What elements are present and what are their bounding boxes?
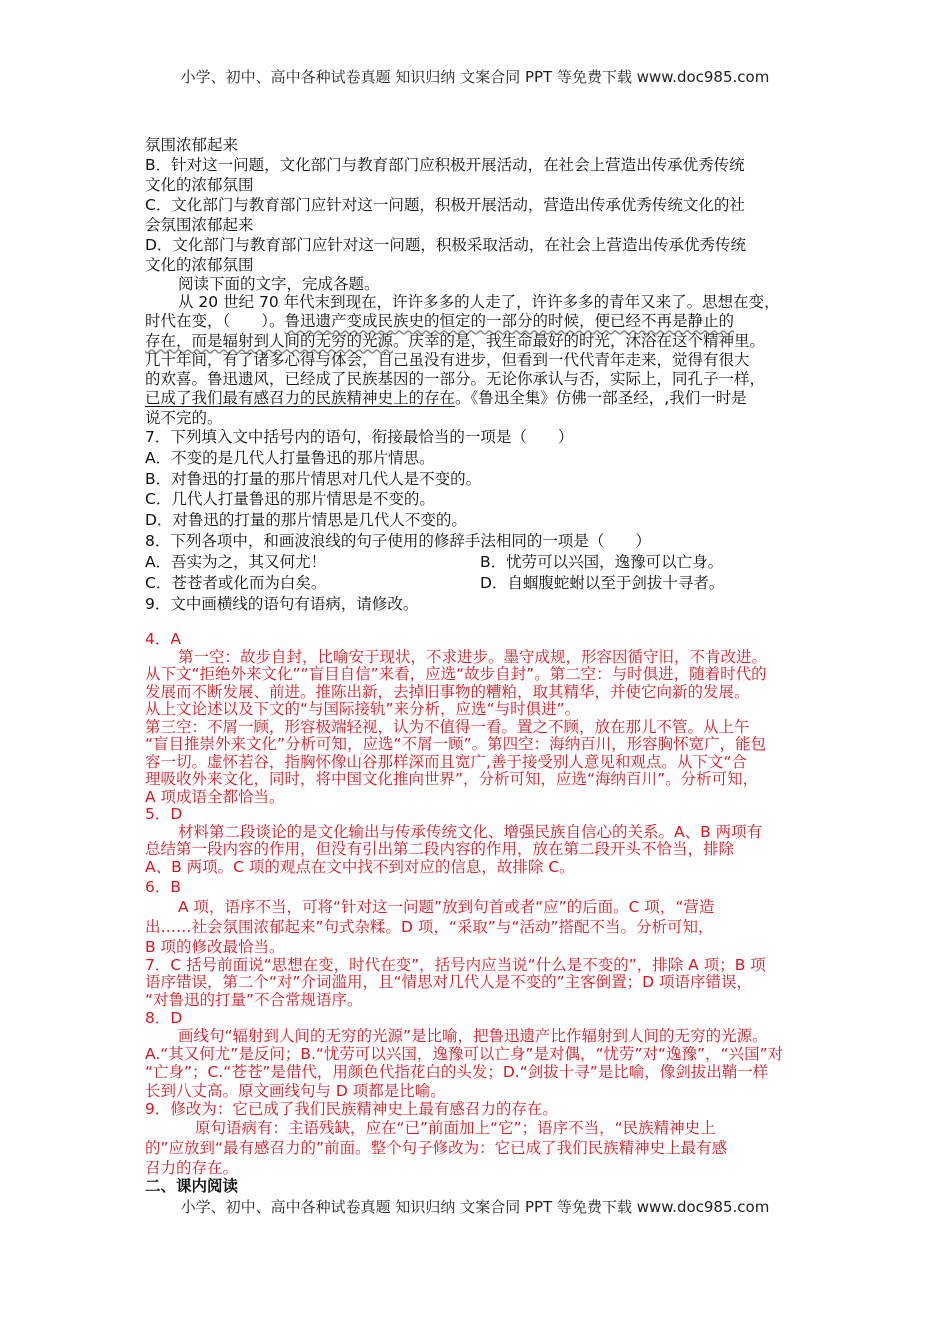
answer-item (145, 957, 815, 1009)
underlined-sentence: 已成了我们最有感召力的民族精神史上的存在 (145, 389, 456, 408)
wavy-underlined-text: 存在，而是辐射到人间的无穷的光源 (145, 331, 394, 350)
answer-item (145, 806, 815, 877)
answer-line: 画线句“辐射到人间的无穷的光源”是比喻，把鲁迅遗产比作辐射到人间的无穷的光源。 (178, 1027, 768, 1046)
wavy-underlined-text: 鲁迅遗产变成民族史的恒定的一部分的时候，便已经不再是静止的 (284, 312, 735, 331)
answer-line: 发展而不断发展、前进。推陈出新，去掉旧事物的糟粕，取其精华，并使它向新的发展。 (145, 682, 750, 701)
answer-line: A.“其又何尤”是反问；B.“忧劳可以兴国，逸豫可以亡身”是对偶，“忧劳”对“逸豫”，“兴国”对 (145, 1045, 784, 1064)
answer-line: 括号前面说“思想在变，时代在变”，括号内应当说“什么是不变的”，排除 A 项；B 项 (186, 955, 766, 974)
answer-line: 语序错误，第二个“对”介词滥用，且“情思对几代人是不变的”主客倒置；D 项语序错误， (145, 973, 752, 992)
question-9: 9．文中画横线的语句有语病，请修改。 (145, 594, 419, 613)
answer-label: 6．B (145, 877, 181, 896)
answer-label: 4．A (145, 630, 181, 648)
answer-line: 从下文“拒绝外来文化”“盲目自信”来看，应选“故步自封”。第二空：与时俱进，随着时代的 (145, 665, 767, 683)
option-line: 会氛围浓郁起来 (145, 216, 254, 234)
passage-text: 。《鲁迅全集》仿佛一部圣经，,我们一时是 (455, 389, 747, 408)
option-line: 文化的浓郁氛围 (145, 256, 254, 274)
answer-line: 总结第一段内容的作用，但没有引出第二段内容的作用，放在第二段开头不恰当，排除 (145, 840, 735, 859)
answer-line: 从上文论述以及下文的“与国际接轨”来分析，应选“与时俱进”。 (145, 700, 581, 718)
answer-key (145, 631, 815, 1178)
passage-text: 。庆幸的是，我生命最好的时光，沐浴在这个精神里。 (393, 331, 766, 350)
passage-line (145, 370, 815, 389)
passage-line (145, 389, 815, 408)
answer-label: 7．C (145, 955, 182, 974)
passage-line (145, 312, 815, 331)
q8-options-row-1 (145, 552, 815, 573)
answer-item (145, 1100, 815, 1178)
passage-line (145, 332, 815, 351)
question-8: 8．下列各项中，和画波浪线的句子使用的修辞手法相同的一项是（ ） (145, 531, 651, 550)
answer-line: 容一切。虚怀若谷，指胸怀像山谷那样深而且宽广,善于接受别人意见和观点。从下文“合 (145, 752, 747, 771)
answer-line: 出……社会氛围浓郁起来”句式杂糅。D 项，“采取”与“活动”搭配不当。分析可知， (145, 917, 714, 936)
passage-text: 时代在变，（ ）。 (145, 312, 285, 331)
answer-item (145, 631, 815, 806)
option-line: 氛围浓郁起来 (145, 136, 239, 154)
reading-passage (145, 293, 815, 428)
answer-line: A 项，语序不当，可将“针对这一问题”放到句首或者“应”的后面。C 项，“营造 (178, 897, 715, 916)
answer-line: 的”应放到“最有感召力的”前面。整个句子修改为：它已成了我们民族精神史上最有感 (145, 1139, 728, 1158)
q8-option-c: C．苍苍者或化而为白矣。 (145, 573, 327, 592)
section-heading-wrap (145, 1176, 815, 1196)
passage-text: 几十年间，有了诸多心得与体会，自己虽没有进步，但看到一代代青年走来，觉得有很大 (145, 350, 750, 369)
q7-option-b: B．对鲁迅的打量的那片情思对几代人是不变的。 (145, 469, 482, 488)
q7-option-c: C．几代人打量鲁迅的那片情思是不变的。 (145, 490, 435, 508)
reading-intro (145, 274, 815, 294)
answer-line: 第三空：不屑一顾，形容极端轻视，认为不值得一看。置之不顾，放在那儿不管。从上午 (145, 717, 750, 736)
question-block (145, 427, 815, 614)
passage-line (145, 293, 815, 312)
answer-item (145, 1009, 815, 1100)
answer-label: 5．D (145, 805, 183, 823)
q8-options-row-2 (145, 573, 815, 594)
answer-line: B 项的修改最恰当。 (145, 937, 285, 956)
answer-line: 材料第二段谈论的是文化输出与传承传统文化、增强民族自信心的关系。A、B 两项有 (178, 822, 763, 841)
option-line: 文化的浓郁氛围 (145, 176, 254, 194)
passage-line (145, 351, 815, 370)
question-7: 7．下列填入文中括号内的语句，衔接最恰当的一项是（ ） (145, 428, 574, 446)
option-line: D．文化部门与教育部门应针对这一问题，积极采取活动，在社会上营造出传承优秀传统 (145, 236, 746, 254)
option-line: B．针对这一问题，文化部门与教育部门应积极开展活动，在社会上营造出传承优秀传统 (145, 156, 745, 174)
answer-line: “盲目推崇外来文化”分析可知，应选“不屑一顾”。第四空：海纳百川，形容胸怀宽广，能包 (145, 735, 767, 753)
answer-line: 第一空：故步自封，比喻安于现状，不求进步。墨守成规，形容因循守旧，不肯改进。 (178, 647, 768, 666)
answer-label: 8．D (145, 1008, 183, 1027)
answer-line: A 项成语全都恰当。 (145, 787, 285, 806)
answer-line: “对鲁迅的打量”不合常规语序。 (145, 990, 363, 1009)
answer-label: 9．修改为：它已成了我们民族精神史上最有感召力的存在。 (145, 1099, 558, 1118)
answer-line: 长到八丈高。原文画线句与 D 项都是比喻。 (145, 1081, 446, 1100)
reading-instruction: 阅读下面的文字，完成各题。 (178, 275, 380, 293)
answer-line: A、B 两项。C 项的观点在文中找不到对应的信息，故排除 C。 (145, 858, 575, 877)
q8-option-b: B．忧劳可以兴国，逸豫可以亡身。 (480, 552, 724, 571)
option-line: C．文化部门与教育部门应针对这一问题，积极开展活动，营造出传承优秀传统文化的社 (145, 196, 745, 214)
page-header: 小学、初中、高中各种试卷真题 知识归纳 文案合同 PPT 等免费下载 www.doc985.com (180, 68, 770, 86)
q8-option-a: A．吾实为之，其又何尤！ (145, 552, 327, 571)
passage-text: 的欢喜。鲁迅遗风，已经成了民族基因的一部分。无论你承认与否，实际上，同孔子一样， (145, 370, 766, 389)
page-footer: 小学、初中、高中各种试卷真题 知识归纳 文案合同 PPT 等免费下载 www.doc985.com (180, 1198, 770, 1216)
answer-label (145, 957, 815, 974)
passage-line (145, 409, 815, 428)
q7-option-a: A．不变的是几代人打量鲁迅的那片情思。 (145, 449, 435, 467)
answer-item (145, 877, 815, 957)
answer-line: “亡身”；C.“苍苍”是借代，用颜色代指花白的头发；D.“剑拔十寻”是比喻，像剑拔出鞘一样 (145, 1063, 769, 1082)
section-heading: 二、课内阅读 (145, 1177, 239, 1195)
answer-line: 原句语病有：主语残缺，应在“已”前面加上“它”；语序不当，“民族精神史上 (195, 1119, 716, 1138)
q8-option-d: D．自蝈腹蛇蚹以至于剑拔十寻者。 (480, 573, 725, 592)
answer-line: 召力的存在。 (145, 1158, 239, 1177)
answer-line: 理吸收外来文化，同时，将中国文化推向世界”，分析可知，应选“海纳百川”。分析可知， (145, 770, 759, 788)
passage-text: 从 20 世纪 70 年代末到现在，许许多多的人走了，许许多多的青年又来了。思想在变， (178, 293, 780, 311)
q7-option-d: D．对鲁迅的打量的那片情思是几代人不变的。 (145, 510, 467, 529)
passage-text: 说不完的。 (145, 408, 223, 427)
previous-options (145, 135, 815, 275)
